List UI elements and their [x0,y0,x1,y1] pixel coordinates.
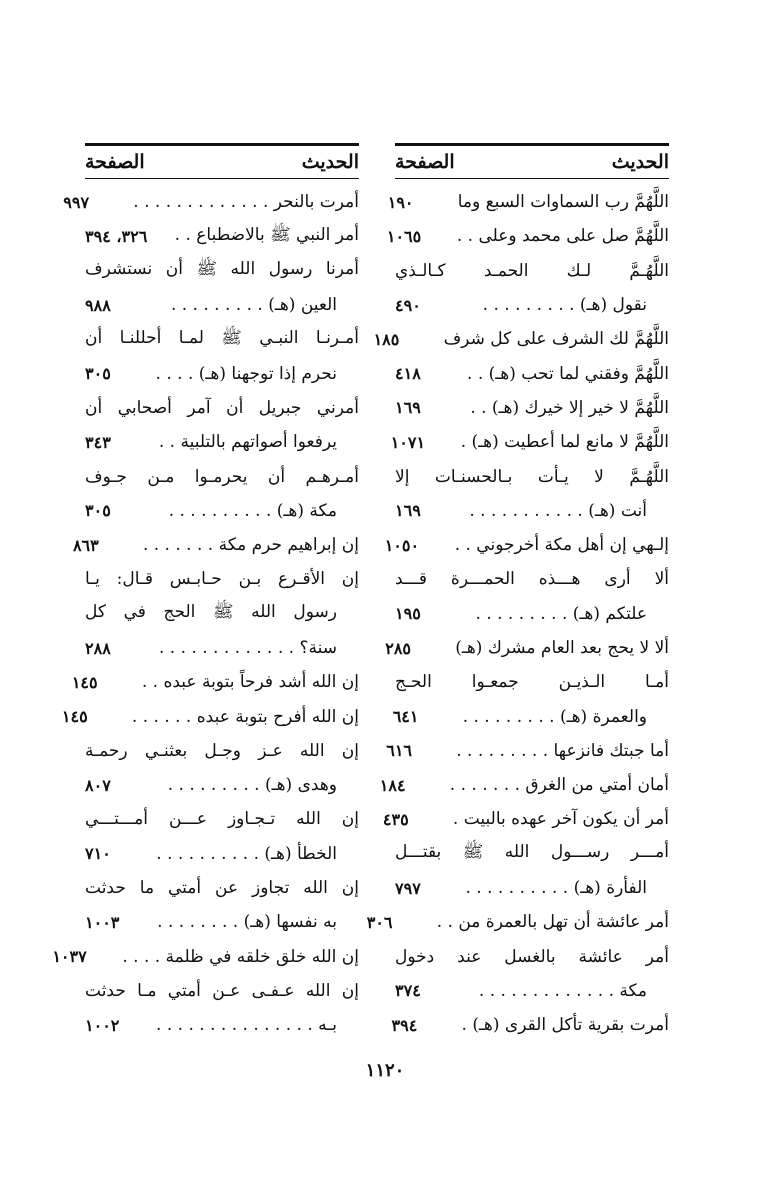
index-entry [85,459,359,493]
index-entry [379,768,669,802]
page-reference: ٣٠٥ [85,501,111,521]
index-entry [85,425,359,459]
hadith-text: وهدى (هـ) . . . . . . . . . [167,775,337,796]
page-reference: ١٤٥ [71,672,98,692]
page-reference: ٨٦٣ [72,535,99,555]
hadith-text: اللَّهُمَّ صل على محمد وعلى . . [456,226,669,247]
hadith-text: أمر النبي ﷺ بالاضطباع . . [174,224,359,245]
hadith-text: أمـرهـم أن يحرمـوا مـن جـوف [85,466,359,487]
page-reference: ١٠٥٠ [384,535,420,555]
index-entry [72,528,359,562]
hadith-text: أمر عائشة بالغسل عند دخول [395,946,669,967]
index-entry [85,356,359,390]
hadith-text: إن الله تـجـاوز عـــن أمـــتـــي [85,809,359,830]
index-entry [71,665,359,699]
index-entry [395,356,669,390]
index-entry [386,734,669,768]
page-reference: ٦١٦ [386,741,413,761]
hadith-text: أمرنا رسول الله ﷺ أن نستشرف [85,259,359,280]
hadith-text: أمرت بالنحر . . . . . . . . . . . . . [133,192,359,213]
hadith-text: إلـهي إن أهل مكة أخرجوني . . [454,535,669,556]
hadith-text: أمـرنـا النبـي ﷺ لمـا أحللنـا أن [85,327,359,348]
index-entry [395,974,669,1008]
hadith-text: أمرني جبريل أن آمر أصحابي أن [85,397,359,418]
hadith-text: ألا لا يحج بعد العام مشرك (هـ) [455,638,669,658]
hadith-text: إن إبراهيم حرم مكة . . . . . . . [142,535,359,556]
index-entry [85,597,359,631]
index-entry [61,699,359,733]
index-entry [85,391,359,425]
page-reference: ١٠٠٣ [85,912,120,932]
index-entry [395,871,669,905]
page-reference: ٣٠٥ [85,364,111,384]
index-entry [385,631,669,665]
hadith-text: رسول الله ﷺ الحج في كل [85,602,337,623]
hadith-text: يرفعوا أصواتهم بالتلبية . . [158,432,337,453]
hadith-text: أما جبتك فانزعها . . . . . . . . . [456,740,669,761]
index-entry [85,802,359,836]
hadith-text: به نفسها (هـ) . . . . . . . . [157,912,337,933]
index-entry [85,288,359,322]
index-entry [85,322,359,356]
hadith-text: اللَّهُمَّ لا خير إلا خيرك (هـ) . . [470,397,669,418]
page-reference: ١٠٧١ [390,432,426,452]
hadith-text: والعمرة (هـ) . . . . . . . . . [462,706,647,727]
index-entry [85,631,359,665]
index-entry [63,185,359,219]
hadith-text: اللَّهُـمَّ لا يـأت بـالحسنـات إلا [395,466,669,487]
index-entry [386,219,669,253]
index-entry [395,494,669,528]
page-reference: ٣٧٤ [395,981,421,1001]
hadith-text: اللَّهُمَّ لك الشرف على كل شرف [443,329,669,350]
column-header [85,146,359,178]
hadith-text: أمان أمتي من الغرق . . . . . . . [449,775,669,796]
page-reference: ١٤٥ [61,707,88,727]
index-entry [395,597,669,631]
hadith-text: إن الله تجاوز عن أمتي ما حدثت [85,878,359,899]
page-header: الصفحة [85,151,145,173]
index-entry [85,1008,359,1042]
page-reference: ١٦٩ [395,398,421,418]
hadith-text: مكة (هـ) . . . . . . . . . . [168,500,337,521]
page-reference: ٤٣٥ [382,809,409,829]
hadith-text: بـه . . . . . . . . . . . . . . . [156,1015,337,1036]
index-entry [85,734,359,768]
hadith-text: اللَّهُمَّ لا مانع لما أعطيت (هـ) . [460,432,669,453]
hadith-text: أمـــر رســـول الله ﷺ بقتـــل [395,842,669,863]
hadith-text: إن الله أفرح بتوبة عبده . . . . . . [131,706,359,727]
index-entry [85,219,359,253]
hadith-text: علتكم (هـ) . . . . . . . . . [475,603,647,624]
entry-list [52,185,359,1042]
page-reference: ١٨٤ [379,775,406,795]
page-header: الصفحة [395,151,455,173]
page-reference: ٦٤١ [392,707,419,727]
hadith-text: أمرت بقرية تأكل القرى (هـ) . [461,1015,669,1036]
hadith-header: الحديث [611,151,669,173]
index-entry [85,562,359,596]
index-entry [366,905,669,939]
index-entry [384,528,669,562]
page-reference: ١٩٥ [395,604,421,624]
page-reference: ٣٤٣ [85,432,111,452]
page-reference: ٣٠٦ [366,912,393,932]
page-reference: ٩٩٧ [63,192,90,212]
page-reference: ١٠٦٥ [386,226,422,246]
index-column-right [366,143,669,1042]
hadith-text: أمر عائشة أن تهل بالعمرة من . . [436,912,669,933]
index-entry [85,837,359,871]
index-column-left [52,143,359,1042]
index-entry [85,768,359,802]
hadith-text: اللَّهُمَّ رب السماوات السبع وما [457,192,669,213]
page-number: ١١٢٠ [365,1060,405,1081]
page-reference: ٣٩٤ [391,1015,418,1035]
hadith-text: أمر أن يكون آخر عهده بالبيت . [452,809,669,830]
header-rule-bottom [85,178,359,179]
index-entry [391,1008,669,1042]
index-entry [85,974,359,1008]
index-entry [387,185,669,219]
hadith-text: إن الله عـز وجـل بعثنـي رحمـة [85,740,359,761]
page-reference: ١٦٩ [395,501,421,521]
index-entry [85,905,359,939]
page-reference: ٤٩٠ [395,295,421,315]
index-entry [85,871,359,905]
page-reference: ٧١٠ [85,844,111,864]
page-reference: ١٠٣٧ [52,947,87,967]
hadith-text: اللَّهُـمَّ لـك الحمـد كـالـذي [395,260,669,281]
hadith-text: ألا أرى هـــذه الحمـــرة قـــد [395,569,669,590]
hadith-text: أنت (هـ) . . . . . . . . . . . [469,500,647,521]
hadith-text: مكة . . . . . . . . . . . . . [478,980,647,1001]
hadith-text: إن الأقـرع بـن حـابـس قـال: يـا [85,569,359,590]
header-rule-bottom [395,178,669,179]
index-entry [395,562,669,596]
hadith-text: إن الله خلق خلقه في ظلمة . . . . [122,946,359,967]
index-entry [85,494,359,528]
page-reference: ٢٨٥ [385,638,412,658]
hadith-text: إن الله عـفـى عـن أمتي مـا حدثت [85,980,359,1001]
index-entry [395,837,669,871]
index-entry [395,665,669,699]
page-reference: ٨٠٧ [85,775,111,795]
column-header [395,146,669,178]
page-reference: ١٨٥ [373,329,400,349]
index-entry [85,254,359,288]
hadith-text: العين (هـ) . . . . . . . . . [170,295,337,316]
hadith-header: الحديث [301,151,359,173]
hadith-text: نقول (هـ) . . . . . . . . . [482,295,647,316]
page-reference: ١٩٠ [387,192,414,212]
index-entry [373,322,669,356]
index-entry [395,254,669,288]
index-entry [382,802,669,836]
entry-list [366,185,669,1042]
page-reference: ٤١٨ [395,364,421,384]
hadith-text: الفأرة (هـ) . . . . . . . . . . [465,878,647,899]
index-entry [395,459,669,493]
index-entry [395,940,669,974]
hadith-text: نحرم إذا توجهنا (هـ) . . . . [155,363,337,384]
index-entry [52,940,359,974]
page-reference: ٢٨٨ [85,638,111,658]
page-reference: ٣٢٦، ٣٩٤ [85,226,148,246]
index-entry [390,425,669,459]
hadith-text: أمـا الـذيـن جمعـوا الحـج [395,672,669,693]
hadith-text: إن الله أشد فرحاً بتوبة عبده . . [141,672,359,693]
page-reference: ١٠٠٢ [85,1015,120,1035]
hadith-text: سنة؟ . . . . . . . . . . . . . [158,638,337,658]
page-reference: ٧٩٧ [395,878,421,898]
hadith-text: الخطأ (هـ) . . . . . . . . . . [156,843,337,864]
index-entry [395,288,669,322]
hadith-text: اللَّهُمَّ وفقني لما تحب (هـ) . . [467,363,669,384]
page-reference: ٩٨٨ [85,295,111,315]
index-entry [392,699,669,733]
index-entry [395,391,669,425]
